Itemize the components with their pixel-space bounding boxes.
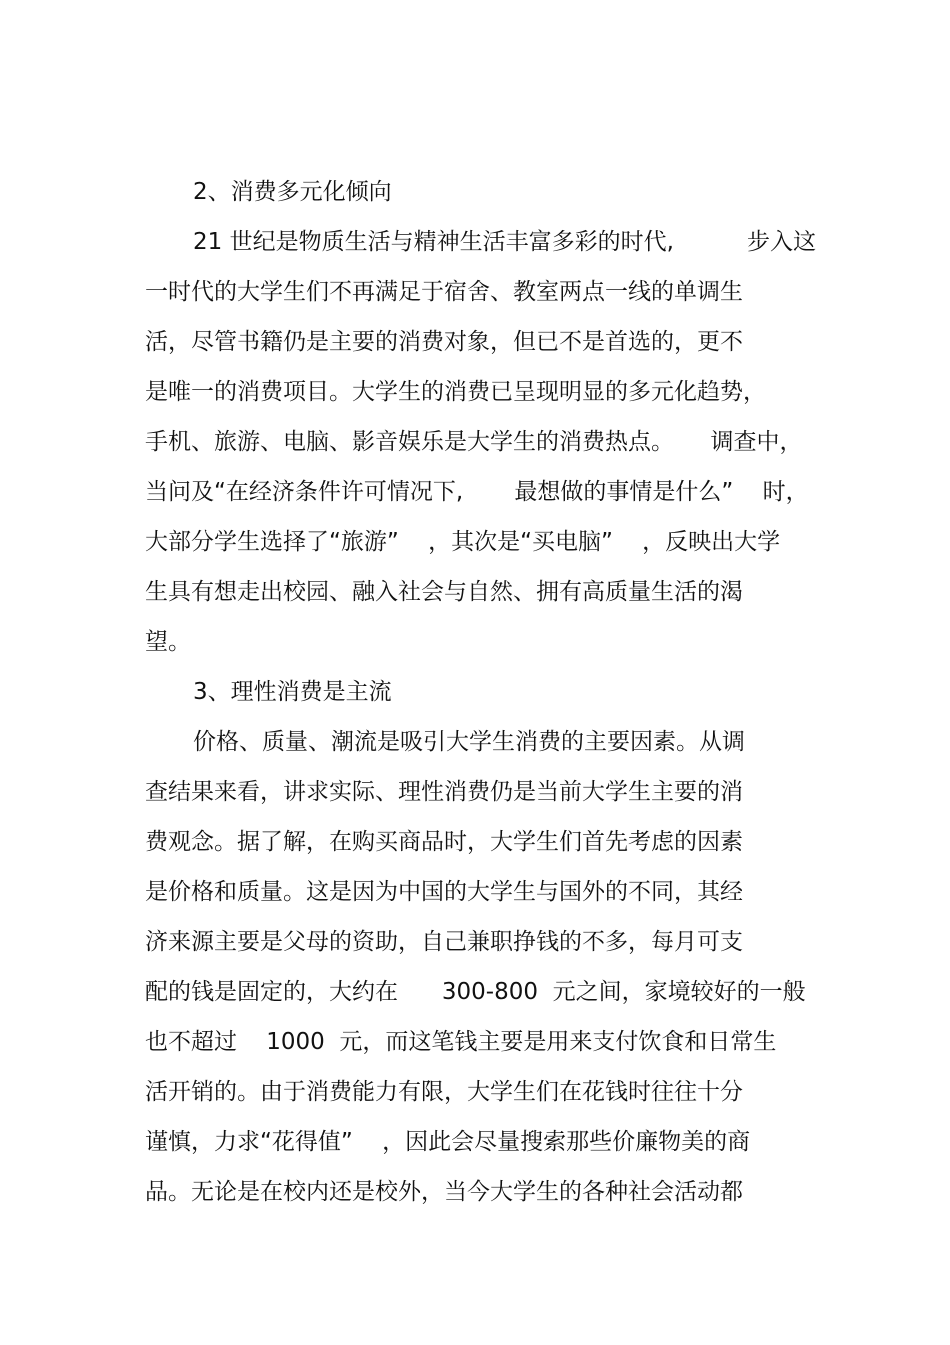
paragraph-line: 手机、旅游、电脑、影音娱乐是大学生的消费热点。 调查中， [145,429,803,455]
paragraph-line: 谨慎，力求“花得值” ，因此会尽量搜索那些价廉物美的商 [145,1129,751,1155]
paragraph-line: 是价格和质量。这是因为中国的大学生与国外的不同，其经 [145,879,743,905]
paragraph-line: 生具有想走出校园、融入社会与自然、拥有高质量生活的渴 [145,579,743,605]
paragraph-line: 查结果来看，讲求实际、理性消费仍是当前大学生主要的消 [145,779,743,805]
paragraph-line: 是唯一的消费项目。大学生的消费已呈现明显的多元化趋势， [145,379,766,405]
paragraph-line: 品。无论是在校内还是校外，当今大学生的各种社会活动都 [145,1179,743,1205]
paragraph-line: 也不超过 1000 元，而这笔钱主要是用来支付饮食和日常生 [145,1029,777,1055]
paragraph-line: 活开销的。由于消费能力有限，大学生们在花钱时往往十分 [145,1079,743,1105]
paragraph-line: 价格、质量、潮流是吸引大学生消费的主要因素。从调 [193,729,745,755]
paragraph-line: 活，尽管书籍仍是主要的消费对象，但已不是首选的，更不 [145,329,743,355]
paragraph-line: 望。 [145,629,191,655]
paragraph-line: 21 世纪是物质生活与精神生活丰富多彩的时代, 步入这 [193,229,816,255]
paragraph-line: 大部分学生选择了“旅游” ，其次是“买电脑” ，反映出大学 [145,529,781,555]
paragraph-line: 当问及“在经济条件许可情况下, 最想做的事情是什么” 时， [145,479,809,505]
paragraph-line: 配的钱是固定的，大约在 300-800 元之间，家境较好的一般 [145,979,806,1005]
paragraph-line: 费观念。据了解，在购买商品时，大学生们首先考虑的因素 [145,829,743,855]
paragraph-line: 一时代的大学生们不再满足于宿舍、教室两点一线的单调生 [145,279,743,305]
section-heading-consumption-diversification: 2、消费多元化倾向 [193,179,392,205]
paragraph-line: 济来源主要是父母的资助，自己兼职挣钱的不多，每月可支 [145,929,743,955]
section-heading-rational-consumption: 3、理性消费是主流 [193,679,392,705]
